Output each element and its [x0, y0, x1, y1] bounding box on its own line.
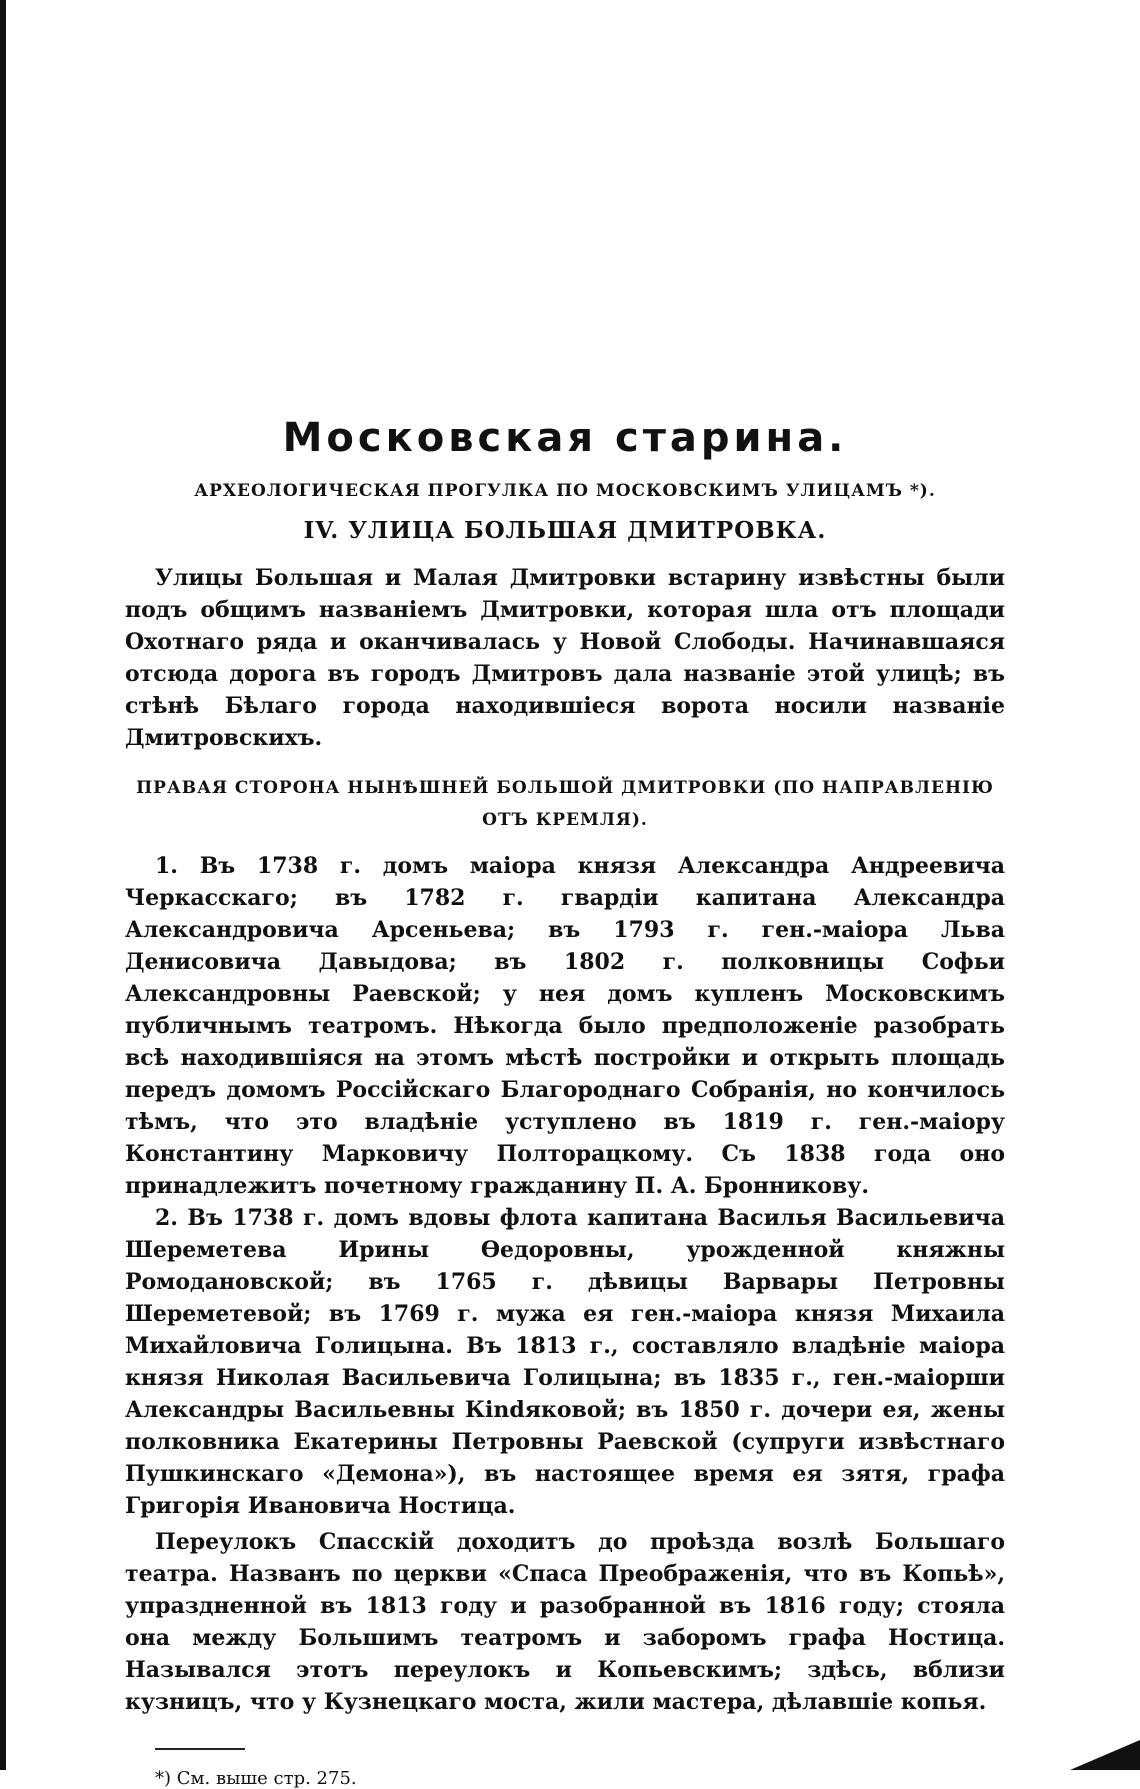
entry-paragraph: 2. Въ 1738 г. домъ вдовы флота капитана Василья Васильевича Шереметева Ирины Ѳедоровны, урожденной княжны Ромодановской; въ 1765 г. дѣвицы Варвары Петровны Шереметевой; въ 1769 г. мужа ея ген.-маіора князя Михаила Михайловича Голицына. Въ 1813 г., составляло владѣніе маіора князя Николая Васильевича Голицына; въ 1835 г., ген.-маіорши Александры Васильевны Кindяковой; въ 1850 г. дочери ея, жены полковника Екатерины Петровны Раевской (супруги извѣстнаго Пушкинскаго «Демона»), въ настоящее время ея зятя, графа Григорія Ивановича Ностица.: [125, 1205, 1005, 1519]
lane-paragraph: Переулокъ Спасскій доходитъ до проѣзда возлѣ Большаго театра. Названъ по церкви «Спаса Преображенія, что въ Копьѣ», упраздненной въ 1813 году и разобранной въ 1816 году; стояла она между Большимъ театромъ и заборомъ графа Ностица. Назывался этотъ переулокъ и Копьевскимъ; здѣсь, вблизи кузницъ, что у Кузнецкаго моста, жили мастера, дѣлавшіе копья.: [125, 1529, 1005, 1715]
section-heading: ПРАВАЯ СТОРОНА НЫНѢШНЕЙ БОЛЬШОЙ ДМИТРОВКИ (ПО НАПРАВЛЕНІЮ ОТЪ КРЕМЛЯ).: [136, 778, 994, 830]
article-subtitle: АРХЕОЛОГИЧЕСКАЯ ПРОГУЛКА ПО МОСКОВСКИМЪ УЛИЦАМЪ *).: [194, 481, 936, 501]
page-edge-rule: [0, 0, 6, 1770]
footnote: *) См. выше стр. 275.: [155, 1768, 357, 1789]
journal-title: Московская старина.: [282, 415, 848, 461]
corner-mark: [1070, 1740, 1140, 1770]
entry-paragraph: 1. Въ 1738 г. домъ маіора князя Александра Андреевича Черкасскаго; въ 1782 г. гвардіи капитана Александра Александровича Арсеньева; въ 1793 г. ген.-маіора Льва Денисовича Давыдова; въ 1802 г. полковницы Софьи Александровны Раевской; у нея домъ купленъ Московскимъ публичнымъ театромъ. Нѣкогда было предположеніе разобрать всѣ находившіяся на этомъ мѣстѣ постройки и открыть площадь передъ домомъ Россійскаго Благороднаго Собранія, но кончилось тѣмъ, что это владѣніе уступлено въ 1819 г. ген.-маіору Константину Марковичу Полторацкому. Съ 1838 года оно принадлежитъ почетному гражданину П. А. Бронникову.: [125, 853, 1005, 1199]
footnote-divider: [155, 1748, 245, 1750]
chapter-heading: IV. УЛИЦА БОЛЬШАЯ ДМИТРОВКА.: [303, 517, 827, 544]
document-page: [125, 415, 1005, 1789]
intro-paragraph: Улицы Большая и Малая Дмитровки встарину извѣстны были подъ общимъ названіемъ Дмитровки, которая шла отъ площади Охотнаго ряда и оканчивалась у Новой Слободы. Начинавшаяся отсюда дорога въ городъ Дмитровъ дала названіе этой улицѣ; въ стѣнѣ Бѣлаго города находившіеся ворота носили названіе Дмитровскихъ.: [125, 565, 1005, 751]
